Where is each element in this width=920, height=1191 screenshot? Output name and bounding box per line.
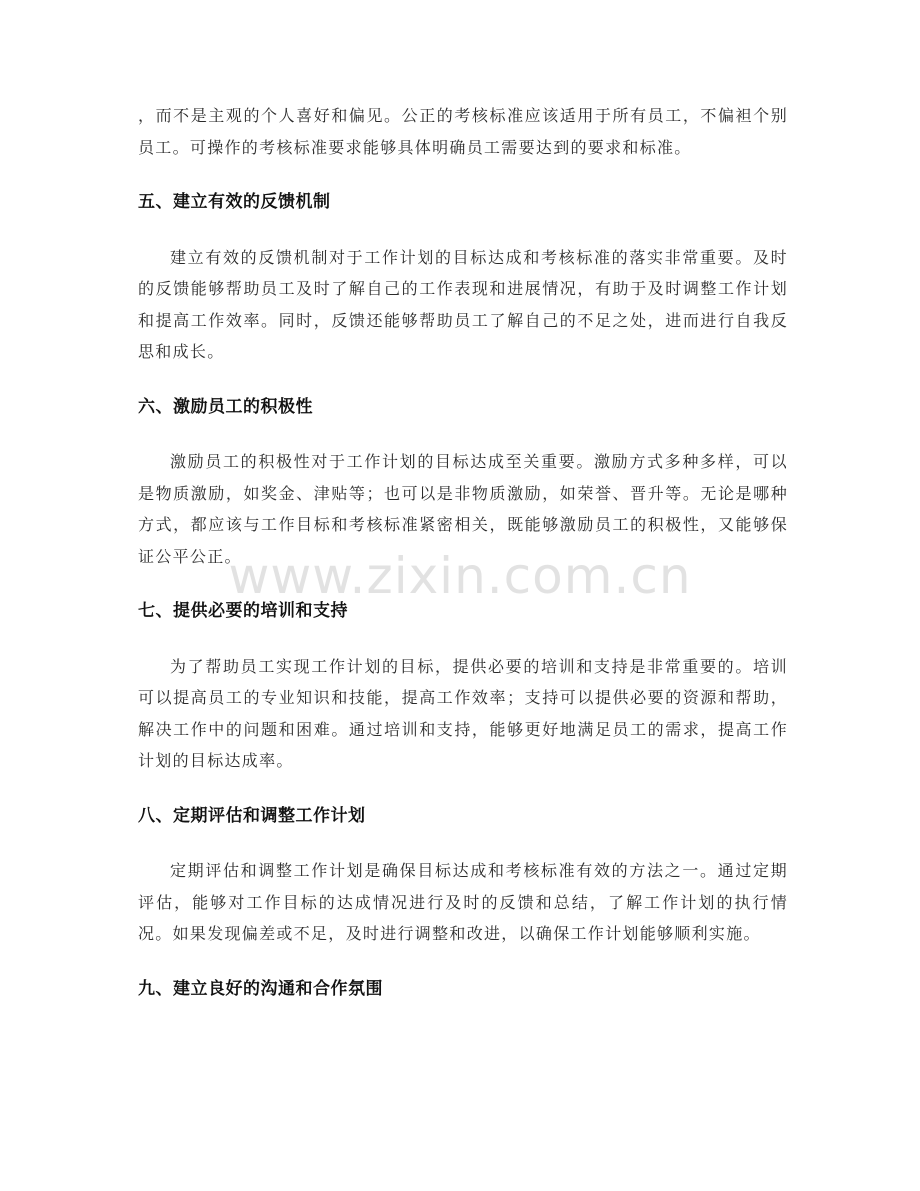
document-content xyxy=(138,100,788,1005)
section-heading-6: 六、激励员工的积极性 xyxy=(138,396,313,417)
spacer xyxy=(138,572,788,596)
spacer xyxy=(138,219,788,242)
section-heading-7: 七、提供必要的培训和支持 xyxy=(138,601,348,621)
spacer xyxy=(138,777,788,801)
section-body-6: 激励员工的积极性对于工作计划的目标达成至关重要。激励方式多种多样，可以是物质激励，如奖金、津贴等；也可以是非物质激励，如荣誉、晋升等。无论是哪种方式，都应该与工作目标和考核标准紧密相关，既能够激励员工的积极性，又能够保证公平公正。 xyxy=(138,452,788,566)
spacer xyxy=(138,950,788,974)
spacer xyxy=(138,368,788,392)
spacer xyxy=(138,832,788,855)
section-body-7: 为了帮助员工实现工作计划的目标，提供必要的培训和支持是非常重要的。培训可以提高员工的专业知识和技能，提高工作效率；支持可以提供必要的资源和帮助，解决工作中的问题和困难。通过培训和支持，能够更好地满足员工的需求，提高工作计划的目标达成率。 xyxy=(138,656,788,770)
section-heading-9: 九、建立良好的沟通和合作氛围 xyxy=(138,978,383,999)
intro-paragraph: ，而不是主观的个人喜好和偏见。公正的考核标准应该适用于所有员工，不偏袒个别员工。可操作的考核标准要求能够具体明确员工需要达到的要求和标准。 xyxy=(138,106,788,157)
watermark-text: www.zixin.com.cn xyxy=(228,547,692,605)
spacer xyxy=(138,423,788,446)
section-heading-5: 五、建立有效的反馈机制 xyxy=(138,192,331,212)
section-body-5: 建立有效的反馈机制对于工作计划的目标达成和考核标准的落实非常重要。及时的反馈能够帮助员工及时了解自己的工作表现和进展情况，有助于及时调整工作计划和提高工作效率。同时，反馈还能够帮助员工了解自己的不足之处，进而进行自我反思和成长。 xyxy=(138,247,788,361)
spacer xyxy=(138,163,788,187)
spacer xyxy=(138,628,788,651)
section-heading-8: 八、定期评估和调整工作计划 xyxy=(138,805,366,826)
section-body-8: 定期评估和调整工作计划是确保目标达成和考核标准有效的方法之一。通过定期评估，能够对工作目标的达成情况进行及时的反馈和总结，了解工作计划的执行情况。如果发现偏差或不足，及时进行调整和改进，以确保工作计划能够顺利实施。 xyxy=(138,861,788,943)
